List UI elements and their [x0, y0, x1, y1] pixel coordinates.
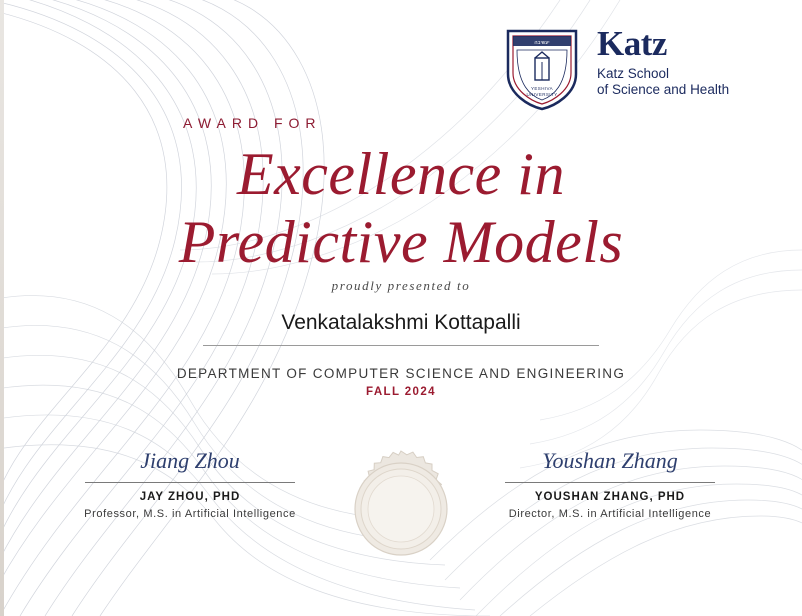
- signature-script-right: Youshan Zhang: [542, 448, 678, 473]
- department-label: DEPARTMENT OF COMPUTER SCIENCE AND ENGINEERING: [176, 366, 626, 381]
- logo-wordmark: Katz: [597, 24, 667, 63]
- recipient-underline: [203, 345, 599, 346]
- logo-subtitle-line1: Katz School: [597, 66, 670, 81]
- left-edge-band: [0, 0, 4, 616]
- svg-text:YESHIVA: YESHIVA: [531, 86, 553, 91]
- svg-text:יעשיבה: יעשיבה: [534, 40, 550, 46]
- signature-block-left: [60, 440, 320, 520]
- signature-rule-left: [85, 482, 295, 483]
- katz-logo: [505, 26, 755, 122]
- signatory-name-right: YOUSHAN ZHANG, PHD: [534, 491, 686, 503]
- award-title-line1: Excellence in: [237, 141, 565, 207]
- award-eyebrow: AWARD FOR: [183, 115, 322, 131]
- logo-subtitle-line2: of Science and Health: [597, 82, 730, 97]
- svg-text:UNIVERSITY: UNIVERSITY: [526, 92, 558, 97]
- signature-block-right: [480, 440, 740, 520]
- award-title-line2: Predictive Models: [178, 209, 624, 275]
- university-shield-icon: [505, 28, 579, 112]
- signatory-title-left: Professor, M.S. in Artificial Intelligence: [84, 508, 296, 520]
- embossed-seal-icon: [340, 448, 462, 570]
- signatory-title-right: Director, M.S. in Artificial Intelligence: [508, 508, 712, 520]
- signatory-name-left: JAY ZHOU, PHD: [139, 491, 241, 503]
- signature-script-left: Jiang Zhou: [140, 448, 240, 473]
- signature-rule-right: [505, 482, 715, 483]
- presented-label: proudly presented to: [331, 278, 471, 293]
- term-label: FALL 2024: [366, 386, 436, 398]
- award-title: [0, 140, 802, 276]
- recipient-name: Venkatalakshmi Kottapalli: [281, 311, 521, 334]
